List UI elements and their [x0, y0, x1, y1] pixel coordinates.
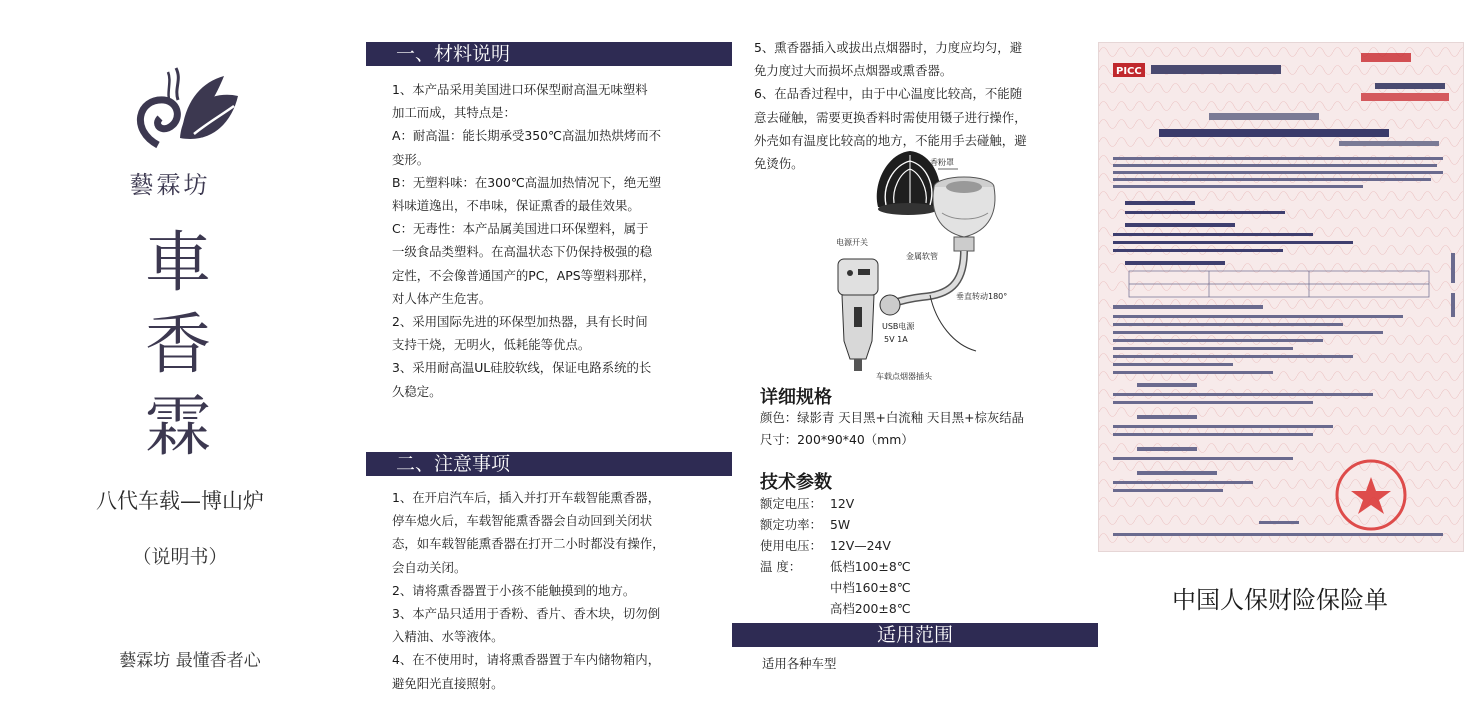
text-line: 态，如车载智能熏香器在打开二小时都没有操作，: [392, 536, 665, 552]
tech-value: 5W: [830, 517, 851, 532]
text-line: 免力度过大而损坏点烟器或熏香器。: [754, 63, 953, 79]
incense-burner-diagram-icon: [830, 145, 1050, 385]
text-line: 入精油、水等液体。: [392, 629, 504, 645]
tech-value: 低档100±8℃: [830, 559, 911, 574]
tech-row: [760, 535, 1000, 556]
materials-header: 一、材料说明: [366, 42, 732, 66]
tech-params: [760, 493, 1000, 619]
text-line: 料味道逸出，不串味，保证熏香的最佳效果。: [392, 198, 640, 214]
spec-color: 颜色：绿影青 天目黑+白流釉 天目黑+棕灰结晶: [760, 410, 1025, 425]
title-char-2: 香: [145, 306, 211, 383]
spec-size: 尺寸：200*90*40（mm）: [760, 432, 914, 447]
materials-text: [392, 78, 722, 403]
label-car-plug: 车载点烟器插头: [876, 372, 932, 381]
text-line: 避免阳光直接照射。: [392, 675, 504, 691]
tech-row: [760, 493, 1000, 514]
tech-label: 温 度：: [760, 559, 802, 574]
tech-label: 额定功率：: [760, 517, 822, 532]
tech-label: 额定电压：: [760, 496, 822, 511]
scope-text: 适用各种车型: [762, 656, 837, 671]
manual-label: （说明书）: [132, 546, 228, 568]
text-line: 停车熄火后，车载智能熏香器会自动回到关闭状: [392, 513, 653, 529]
tech-value: 12V—24V: [830, 538, 891, 553]
label-usb-spec: 5V 1A: [884, 335, 908, 344]
notes-text: [392, 486, 722, 695]
tech-value: 12V: [830, 496, 855, 511]
tech-label: [760, 577, 830, 598]
text-line: 对人体产生危害。: [392, 290, 492, 306]
text-line: 会自动关闭。: [392, 559, 467, 575]
label-usb-power: USB电源: [882, 322, 915, 331]
text-line: 3、采用耐高温UL硅胶软线，保证电路系统的长: [392, 360, 652, 376]
tech-title: 技术参数: [760, 472, 832, 493]
tech-row: [760, 577, 1000, 598]
notes-header: 二、注意事项: [366, 452, 732, 476]
product-diagram: [830, 145, 1050, 385]
tech-value: 中档160±8℃: [830, 580, 911, 595]
tech-label: [760, 598, 830, 619]
text-line: 一级食品类塑料。在高温状态下仍保持极强的稳: [392, 244, 653, 260]
specs-title: 详细规格: [760, 387, 832, 408]
brand-name: 藝霖坊: [129, 171, 211, 199]
text-line: 意去碰触，需要更换香料时需使用镊子进行操作，: [754, 109, 1027, 125]
text-line: B：无塑料味：在300℃高温加热情况下，绝无塑: [392, 174, 662, 190]
label-powder-cover: 香粉罩: [930, 158, 954, 167]
policy-document-icon: [1099, 43, 1463, 551]
text-line: 1、本产品采用美国进口环保型耐高温无味塑料: [392, 82, 648, 97]
insurance-policy-image: [1098, 42, 1464, 552]
incense-leaf-logo-icon: [120, 60, 250, 160]
product-subtitle: 八代车载—博山炉: [96, 489, 264, 513]
label-metal-hose: 金属软管: [906, 252, 938, 261]
text-line: 定性，不会像普通国产的PC，APS等塑料那样，: [392, 267, 655, 283]
title-char-3: 霖: [145, 388, 211, 465]
specs-text: [760, 407, 1090, 451]
scope-header: 适用范围: [732, 623, 1098, 647]
text-line: 2、采用国际先进的环保型加热器，具有长时间: [392, 314, 648, 330]
brand-slogan: 藝霖坊 最懂香者心: [119, 651, 261, 671]
text-line: 6、在品香过程中，由于中心温度比较高，不能随: [754, 86, 1023, 102]
text-line: 久稳定。: [392, 383, 442, 399]
text-line: 变形。: [392, 151, 430, 167]
label-power-switch: 电源开关: [836, 238, 868, 247]
text-line: 加工而成，其特点是：: [392, 105, 516, 121]
title-char-1: 車: [145, 224, 211, 301]
label-rotate: 垂直转动180°: [956, 292, 1008, 301]
text-line: 免烫伤。: [754, 156, 804, 172]
tech-value: 高档200±8℃: [830, 601, 911, 616]
tech-row: [760, 514, 1000, 535]
tech-row: [760, 598, 1000, 619]
text-line: C：无毒性：本产品属美国进口环保塑料，属于: [392, 221, 649, 237]
svg-text:PICC: PICC: [1116, 66, 1142, 77]
text-line: 4、在不使用时，请将熏香器置于车内储物箱内，: [392, 652, 661, 668]
brand-logo: [120, 60, 250, 160]
text-line: 3、本产品只适用于香粉、香片、香木块，切勿倒: [392, 606, 661, 622]
tech-label: 使用电压：: [760, 538, 822, 553]
text-line: 5、熏香器插入或拔出点烟器时，力度应均匀，避: [754, 40, 1023, 55]
text-line: 2、请将熏香器置于小孩不能触摸到的地方。: [392, 582, 636, 598]
tech-row: [760, 556, 1000, 577]
text-line: A：耐高温：能长期承受350℃高温加热烘烤而不: [392, 128, 662, 144]
text-line: 支持干烧，无明火，低耗能等优点。: [392, 337, 591, 353]
text-line: 外壳如有温度比较高的地方，不能用手去碰触，避: [754, 132, 1027, 148]
text-line: 1、在开启汽车后，插入并打开车载智能熏香器，: [392, 490, 661, 505]
policy-caption: 中国人保财险保险单: [1172, 586, 1388, 614]
